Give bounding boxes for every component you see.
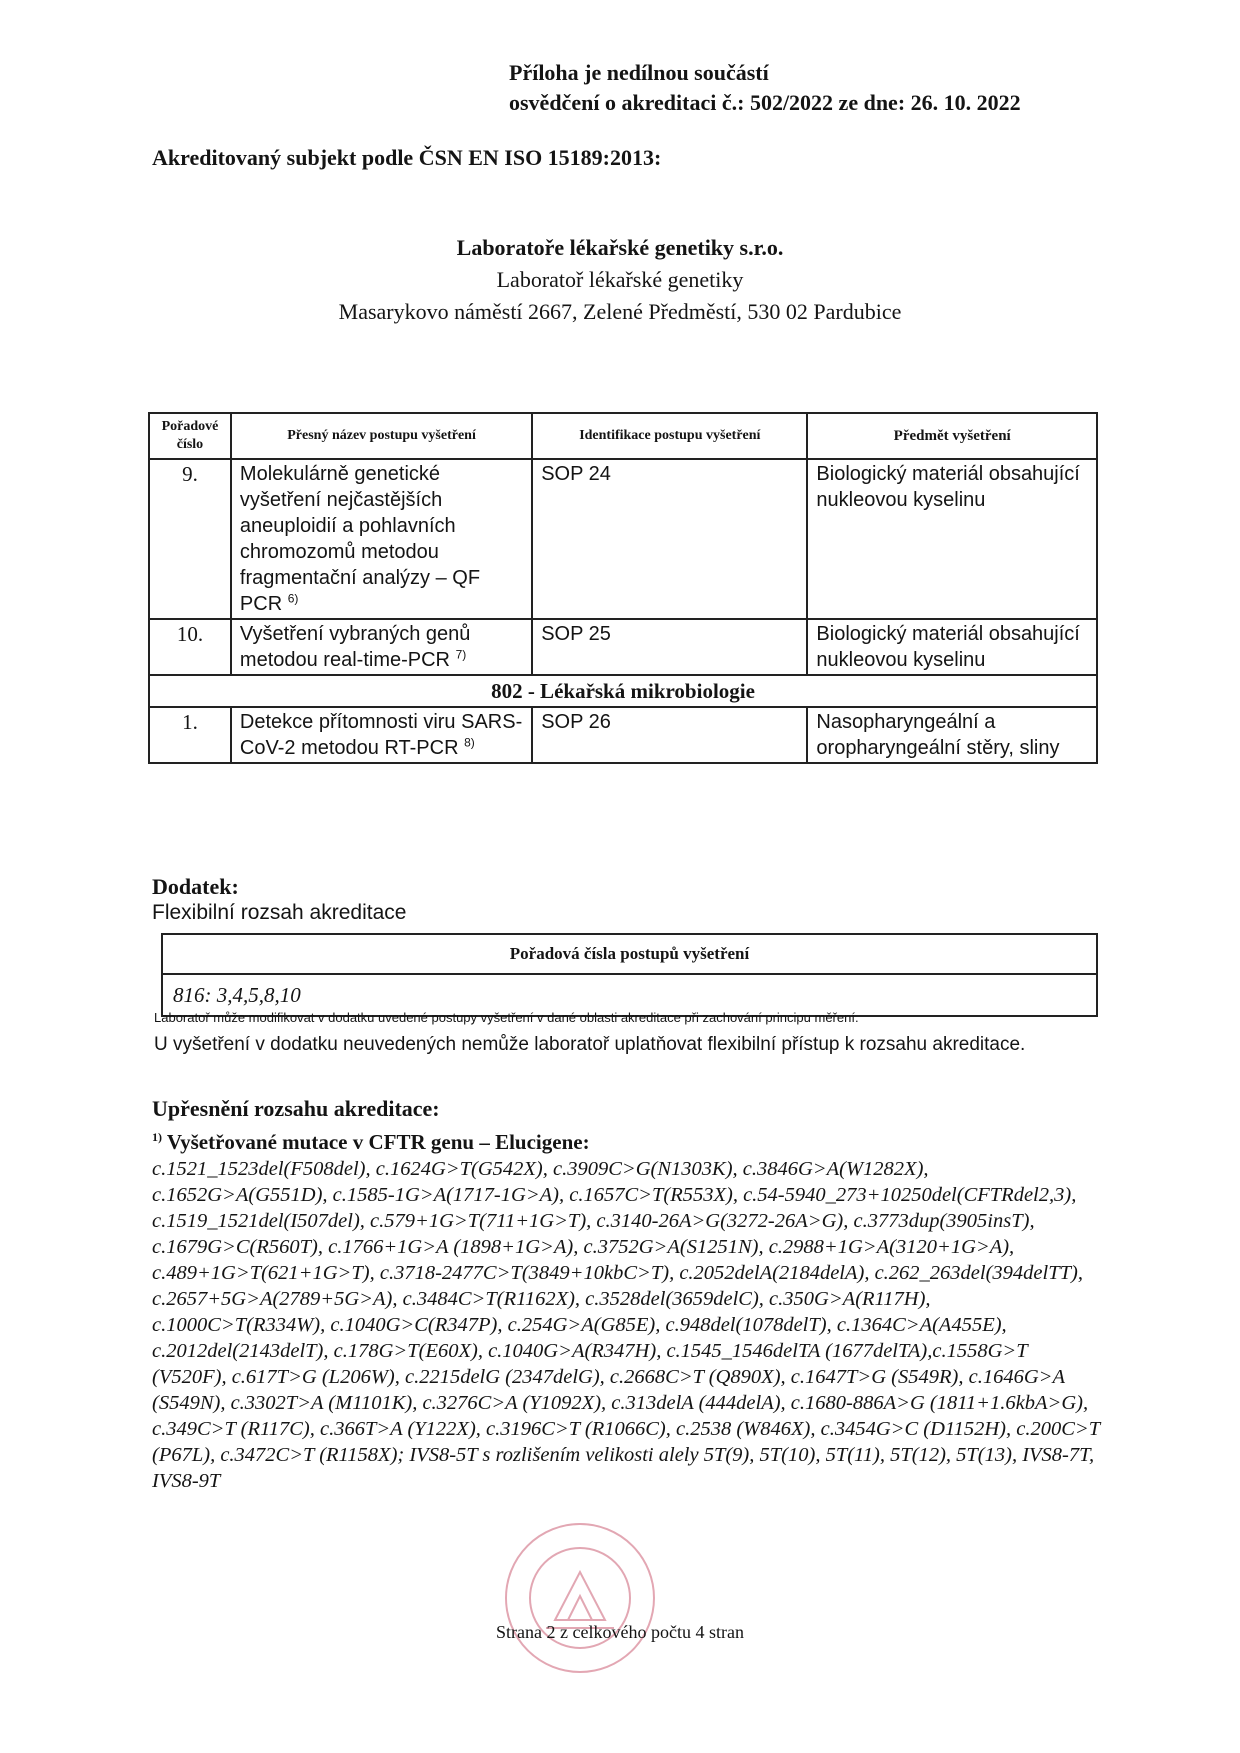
flexible-table-header: Pořadová čísla postupů vyšetření <box>162 934 1097 974</box>
annex-line-1: Příloha je nedílnou součástí <box>509 60 769 85</box>
section-row <box>149 675 1097 707</box>
table-row <box>149 619 1097 675</box>
mutations-list: c.1521_1523del(F508del), c.1624G>T(G542X), c.3909C>G(N1303K), c.3846G>A(W1282X), c.1652G>A(G551D), c.1585-1G>A(1717-1G>A), c.1657C>T(R553X), c.54-5940_273+10250del(CFTRdel2,3), c.1519_1521del(I507del), c.579+1G>T(711+1G>T), c.3140-26A>G(3272-26A>G), c.3773dup(3905insT), c.1679G>C(R560T), c.1766+1G>A (1898+1G>A), c.3752G>A(S1251N), c.2988+1G>A(3120+1G>A), c.489+1G>T(621+1G>T), c.3718-2477C>T(3849+10kbC>T), c.2052delA(2184delA), c.262_263del(394delTT), c.2657+5G>A(2789+5G>A), c.3484C>T(R1162X), c.3528del(3659delC), c.350G>A(R117H), c.1000C>T(R334W), c.1040G>C(R347P), c.254G>A(G85E), c.948del(1078delT), c.1364C>A(A455E), c.2012del(2143delT), c.178G>T(E60X), c.1040G>A(R347H), c.1545_1546delTA (1677delTA),c.1558G>T (V520F), c.617T>G (L206W), c.2215delG (2347delG), c.2668C>T (Q890X), c.1647T>G (S549R), c.1646G>A (S549N), c.3302T>A (M1101K), c.3276C>A (Y1092X), c.313delA (444delA), c.1680-886A>G (1811+1.6kbA>G), c.349C>T (R117C), c.366T>A (Y122X), c.3196C>T (R1066C), c.2538 (W846X), c.3454G>C (D1152H), c.200C>T (P67L), c.3472C>T (R1158X); IVS8-5T s rozlišením velikosti alely 5T(9), 5T(10), 5T(11), 5T(12), 5T(13), IVS8-7T, IVS8-9T <box>152 1158 1100 1492</box>
row-procedure-id: SOP 24 <box>532 459 807 619</box>
row-procedure-name: Molekulárně genetické vyšetření nejčastějších aneuploidií a pohlavních chromozomů metodou fragmentační analýzy – QF PCR $^{6)}$ <box>231 459 532 619</box>
row-procedure-id: SOP 26 <box>532 707 807 763</box>
footnote-ref: 6) <box>287 591 299 606</box>
section-title: 802 - Lékařská mikrobiologie <box>149 675 1097 707</box>
annex-line-2: osvědčení o akreditaci č.: 502/2022 ze dne: 26. 10. 2022 <box>509 90 1021 115</box>
header-order-number: Pořadové číslo <box>149 413 231 459</box>
addendum-note: Laboratoř může modifikovat v dodatku uvedené postupy vyšetření v dané oblasti akreditace při zachování principu měření. <box>154 1010 859 1025</box>
header-procedure-name: Přesný název postupu vyšetření <box>231 413 532 459</box>
mutations-footnote: 1) <box>152 1130 162 1144</box>
row-procedure-id: SOP 25 <box>532 619 807 675</box>
header-procedure-id: Identifikace postupu vyšetření <box>532 413 807 459</box>
row-subject: Nasopharyngeální a oropharyngeální stěry, sliny <box>807 707 1097 763</box>
footnote-ref: 7) <box>455 647 467 662</box>
mutations-title: Vyšetřované mutace v CFTR genu – Elucigene: <box>166 1130 590 1154</box>
accreditation-stamp-icon <box>490 1510 670 1680</box>
annex-header <box>509 58 1021 118</box>
accredited-subject-heading: Akreditovaný subjekt podle ČSN EN ISO 15189:2013: <box>152 145 662 170</box>
row-subject: Biologický materiál obsahující nukleovou kyselinu <box>807 459 1097 619</box>
lab-info <box>0 232 1240 328</box>
flexible-table-value: 816: 3,4,5,8,10 <box>162 974 1097 1016</box>
row-number: 1. <box>149 707 231 763</box>
addendum-subtitle: Flexibilní rozsah akreditace <box>152 901 407 924</box>
mutations-heading <box>152 1130 590 1155</box>
page-number: Strana 2 z celkového počtu 4 stran <box>496 1622 744 1642</box>
flexible-scope-table <box>161 933 1098 1017</box>
procedures-table <box>148 412 1098 764</box>
table-row <box>149 459 1097 619</box>
lab-name: Laboratoř lékařské genetiky <box>496 267 744 292</box>
lab-organization: Laboratoře lékařské genetiky s.r.o. <box>456 235 784 260</box>
row-procedure-name: Vyšetření vybraných genů metodou real-time-PCR $^{7)}$ <box>231 619 532 675</box>
row-procedure-name: Detekce přítomnosti viru SARS-CoV-2 metodou RT-PCR $^{8)}$ <box>231 707 532 763</box>
precision-title: Upřesnění rozsahu akreditace: <box>152 1096 440 1121</box>
lab-address: Masarykovo náměstí 2667, Zelené Předměstí, 530 02 Pardubice <box>338 299 902 324</box>
table-row <box>149 707 1097 763</box>
table-header-row <box>149 413 1097 459</box>
row-number: 10. <box>149 619 231 675</box>
addendum-note-2: U vyšetření v dodatku neuvedených nemůže laboratoř uplatňovat flexibilní přístup k rozsahu akreditace. <box>154 1034 1026 1055</box>
header-subject: Předmět vyšetření <box>807 413 1097 459</box>
footnote-ref: 8) <box>464 735 475 750</box>
addendum-title: Dodatek: <box>152 874 239 899</box>
row-subject: Biologický materiál obsahující nukleovou kyselinu <box>807 619 1097 675</box>
row-number: 9. <box>149 459 231 619</box>
